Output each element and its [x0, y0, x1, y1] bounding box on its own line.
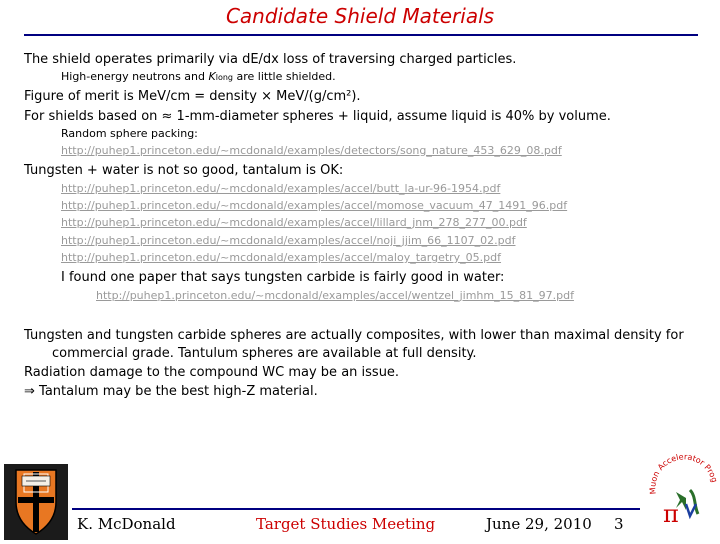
subnote-neutrons-text-b: are little shielded.: [233, 70, 336, 83]
subnote-random-packing: Random sphere packing:: [61, 127, 198, 140]
link-song-nature[interactable]: http://puhep1.princeton.edu/~mcdonald/examples/detectors/song_nature_453_629_08.pdf: [61, 144, 562, 157]
paragraph-dedx: The shield operates primarily via dE/dx loss of traversing charged particles.: [24, 52, 517, 67]
footer-page-number: 3: [614, 515, 624, 533]
paragraph-tungsten-carbide: I found one paper that says tungsten carbide is fairly good in water:: [61, 270, 505, 285]
link-lillard[interactable]: http://puhep1.princeton.edu/~mcdonald/examples/accel/lillard_jnm_278_277_00.pdf: [61, 216, 527, 229]
paragraph-composites-l2: commercial grade. Tantulum spheres are available at full density.: [52, 346, 477, 361]
footer-date: June 29, 2010: [486, 515, 592, 533]
paragraph-figure-of-merit: Figure of merit is MeV/cm = density × MeV/(g/cm²).: [24, 89, 361, 104]
paragraph-spheres-liquid: For shields based on ≈ 1-mm-diameter spheres + liquid, assume liquid is 40% by volume.: [24, 109, 611, 124]
subnote-neutrons: [61, 70, 336, 83]
paragraph-tungsten-water: Tungsten + water is not so good, tantalum is OK:: [24, 163, 344, 178]
title-rule: [24, 34, 698, 36]
link-maloy[interactable]: http://puhep1.princeton.edu/~mcdonald/examples/accel/maloy_targetry_05.pdf: [61, 251, 502, 264]
link-butt[interactable]: http://puhep1.princeton.edu/~mcdonald/examples/accel/butt_la-ur-96-1954.pdf: [61, 182, 501, 195]
muon-accelerator-program-logo: [646, 442, 720, 540]
footer-meeting: Target Studies Meeting: [256, 515, 436, 533]
footer-rule: [72, 508, 640, 510]
footer-author: K. McDonald: [77, 515, 176, 533]
paragraph-radiation-damage: Radiation damage to the compound WC may be an issue.: [24, 365, 400, 380]
paragraph-conclusion: ⇒ Tantalum may be the best high-Z material.: [24, 384, 318, 399]
subnote-neutrons-text-a: High-energy neutrons and: [61, 70, 209, 83]
map-logo-icon: [646, 442, 720, 540]
shield-icon: [4, 464, 68, 540]
map-logo-text: Muon Accelerator Prog: [648, 452, 720, 495]
k-long-subscript: long: [215, 73, 233, 82]
k-symbol: K: [208, 70, 216, 83]
paragraph-composites-l1: Tungsten and tungsten carbide spheres are actually composites, with lower than maximal density for: [24, 328, 684, 343]
svg-text:Muon Accelerator Program: [646, 442, 719, 495]
link-momose[interactable]: http://puhep1.princeton.edu/~mcdonald/examples/accel/momose_vacuum_47_1491_96.pdf: [61, 199, 568, 212]
princeton-shield-logo: [4, 464, 68, 540]
pi-symbol: π: [663, 500, 679, 528]
link-wentzel[interactable]: http://puhep1.princeton.edu/~mcdonald/examples/accel/wentzel_jimhm_15_81_97.pdf: [96, 289, 574, 302]
page-title: Candidate Shield Materials: [225, 4, 495, 28]
link-noji[interactable]: http://puhep1.princeton.edu/~mcdonald/examples/accel/noji_jjim_66_1107_02.pdf: [61, 234, 516, 247]
